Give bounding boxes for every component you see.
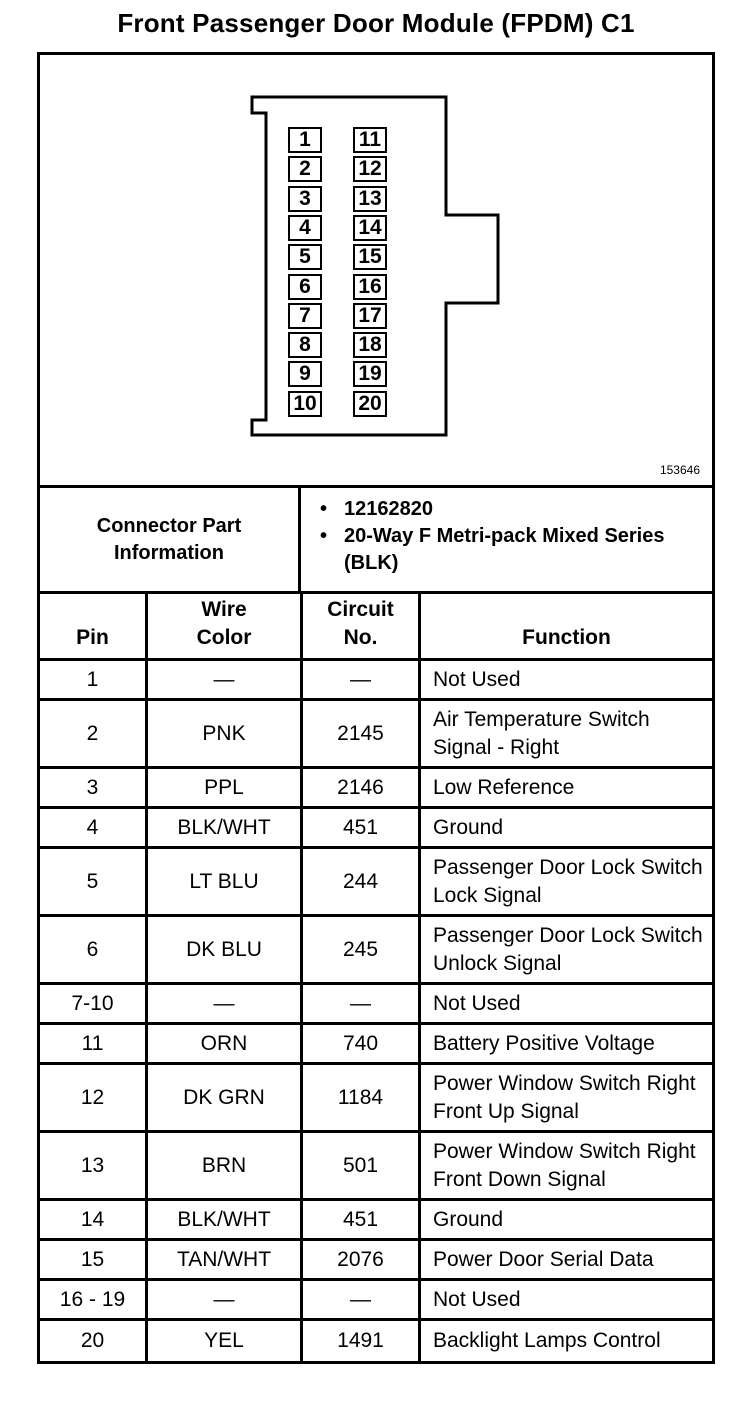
cell-pin: 14 (40, 1201, 148, 1238)
table-row (40, 1201, 712, 1241)
cell-circuit-no: 501 (303, 1133, 421, 1198)
connector-pin: 14 (353, 215, 387, 241)
connector-pin: 1 (288, 127, 322, 153)
cell-function: Not Used (433, 667, 521, 691)
cell-function: Low Reference (433, 775, 575, 799)
page-title: Front Passenger Door Module (FPDM) C1 (117, 8, 635, 38)
cell-function: Not Used (433, 991, 521, 1015)
cell-function: Passenger Door Lock Switch Unlock Signal (433, 923, 703, 975)
cell-wire-color: YEL (148, 1321, 303, 1361)
cell-wire-color: ORN (148, 1025, 303, 1062)
cell-circuit-no: — (303, 985, 421, 1022)
figure-number: 153646 (659, 463, 700, 477)
cell-pin: 1 (40, 661, 148, 698)
connector-pin: 19 (353, 361, 387, 387)
cell-circuit-no: — (303, 661, 421, 698)
cell-pin: 11 (40, 1025, 148, 1062)
connector-pin: 17 (353, 303, 387, 329)
cell-circuit-no: 1491 (303, 1321, 421, 1361)
cell-function: Passenger Door Lock Switch Lock Signal (433, 855, 703, 907)
cell-pin: 3 (40, 769, 148, 806)
connector-pin: 5 (288, 244, 322, 270)
connector-pin: 15 (353, 244, 387, 270)
cell-circuit-no: 451 (303, 809, 421, 846)
cell-function: Air Temperature Switch Signal - Right (433, 707, 650, 759)
cell-wire-color: DK BLU (148, 917, 303, 982)
cell-wire-color: LT BLU (148, 849, 303, 914)
cell-wire-color: BLK/WHT (148, 809, 303, 846)
connector-pin: 3 (288, 186, 322, 212)
cell-circuit-no: 2145 (303, 701, 421, 766)
table-row (40, 701, 712, 769)
cell-wire-color: — (148, 661, 303, 698)
cell-wire-color: PPL (148, 769, 303, 806)
cell-pin: 5 (40, 849, 148, 914)
table-row (40, 985, 712, 1025)
connector-diagram (37, 52, 715, 488)
table-row (40, 1133, 712, 1201)
connector-pin: 12 (353, 156, 387, 182)
cell-wire-color: BLK/WHT (148, 1201, 303, 1238)
connector-part-number: • 12162820 (304, 496, 684, 523)
cell-pin: 6 (40, 917, 148, 982)
table-body (40, 661, 712, 1361)
connector-description: • 20-Way F Metri-pack Mixed Series (BLK) (304, 523, 684, 577)
header-circuit-no: Circuit No. (303, 594, 421, 658)
cell-function: Backlight Lamps Control (433, 1329, 661, 1352)
cell-function: Not Used (433, 1287, 521, 1311)
cell-circuit-no: — (303, 1281, 421, 1318)
connector-pin: 11 (353, 127, 387, 153)
table-row (40, 849, 712, 917)
cell-wire-color: BRN (148, 1133, 303, 1198)
cell-wire-color: — (148, 985, 303, 1022)
table-row (40, 769, 712, 809)
connector-pin: 4 (288, 215, 322, 241)
cell-function: Power Window Switch Right Front Up Signal (433, 1071, 696, 1123)
table-row (40, 1065, 712, 1133)
cell-pin: 2 (40, 701, 148, 766)
connector-info-label: Connector Part Information (40, 488, 301, 591)
cell-pin: 7-10 (40, 985, 148, 1022)
connector-pin: 10 (288, 391, 322, 417)
cell-circuit-no: 2076 (303, 1241, 421, 1278)
connector-pin: 16 (353, 274, 387, 300)
connector-info-list (304, 496, 684, 577)
connector-pin: 6 (288, 274, 322, 300)
cell-pin: 16 - 19 (40, 1281, 148, 1318)
connector-pin: 2 (288, 156, 322, 182)
cell-pin: 20 (40, 1321, 148, 1361)
connector-pin: 7 (288, 303, 322, 329)
table-row (40, 1241, 712, 1281)
header-wire-color: Wire Color (148, 594, 303, 658)
cell-wire-color: TAN/WHT (148, 1241, 303, 1278)
cell-wire-color: PNK (148, 701, 303, 766)
cell-wire-color: — (148, 1281, 303, 1318)
connector-info (37, 488, 715, 594)
table-row (40, 1025, 712, 1065)
cell-function: Ground (433, 815, 504, 839)
connector-pin: 20 (353, 391, 387, 417)
cell-circuit-no: 740 (303, 1025, 421, 1062)
connector-pin: 18 (353, 332, 387, 358)
cell-function: Battery Positive Voltage (433, 1031, 655, 1055)
cell-pin: 13 (40, 1133, 148, 1198)
pin-table (37, 594, 715, 1364)
cell-circuit-no: 245 (303, 917, 421, 982)
cell-pin: 4 (40, 809, 148, 846)
cell-pin: 15 (40, 1241, 148, 1278)
header-pin: Pin (40, 594, 148, 658)
cell-function: Power Door Serial Data (433, 1247, 654, 1271)
cell-circuit-no: 244 (303, 849, 421, 914)
table-row (40, 917, 712, 985)
cell-circuit-no: 1184 (303, 1065, 421, 1130)
connector-pin: 8 (288, 332, 322, 358)
cell-wire-color: DK GRN (148, 1065, 303, 1130)
connector-pin: 13 (353, 186, 387, 212)
table-row (40, 1281, 712, 1321)
cell-function: Power Window Switch Right Front Down Signal (433, 1139, 696, 1191)
cell-pin: 12 (40, 1065, 148, 1130)
cell-circuit-no: 451 (303, 1201, 421, 1238)
cell-function: Ground (433, 1207, 504, 1231)
header-function: Function (522, 626, 611, 649)
connector-pin: 9 (288, 361, 322, 387)
table-header-row (40, 594, 712, 661)
table-row (40, 1321, 712, 1361)
cell-circuit-no: 2146 (303, 769, 421, 806)
table-row (40, 661, 712, 701)
table-row (40, 809, 712, 849)
